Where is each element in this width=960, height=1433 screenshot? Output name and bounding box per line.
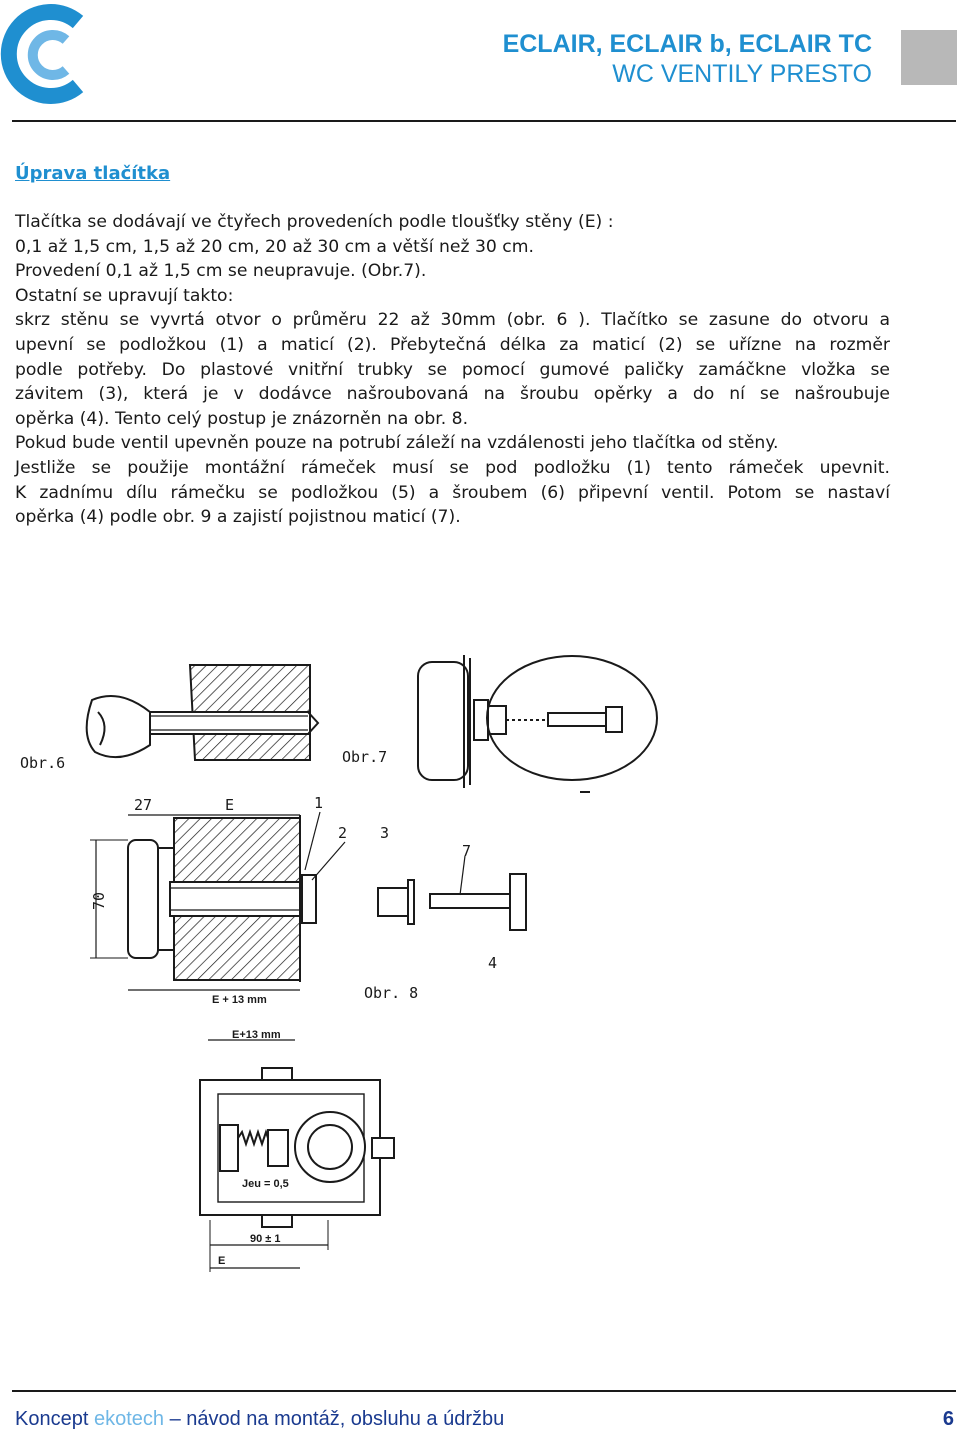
label-1: 1 [314,794,324,812]
figure-obr8 [90,812,526,990]
dim-E-bottom: E [218,1255,226,1267]
figure-obr9 [200,1040,394,1272]
dim-90: 90 ± 1 [250,1233,281,1245]
footer-concept: Koncept [15,1408,94,1430]
figure-obr7 [418,655,657,792]
body-line: Pokud bude ventil upevněn pouze na potrubí záleží na vzdálenosti jeho tlačítka od stěny. [15,433,779,454]
body-line: závitem (3), která je v dodávce našroubovaná na šroubu opěrky a do ní se našroubuje [15,384,890,405]
body-line: Jestliže se použije montážní rámeček musí se pod podložku (1) tento rámeček upevnit. [15,457,890,478]
label-4: 4 [488,954,498,972]
company-logo [0,0,100,110]
dim-27: 27 [134,796,153,814]
body-text [15,210,890,530]
body-line: Provedení 0,1 až 1,5 cm se neupravuje. (Obr.7). [15,261,427,282]
label-2: 2 [338,824,348,842]
footer-rest: – návod na montáž, obsluhu a údržbu [164,1408,505,1430]
dim-E-plus-13: E + 13 mm [212,994,267,1006]
body-line: Tlačítka se dodávají ve čtyřech provedeních podle tloušťky stěny (E) : [15,212,614,232]
body-line: opěrka (4) podle obr. 9 a zajistí pojistnou maticí (7). [15,507,461,528]
body-line: upevní se podložkou (1) a maticí (2). Přebytečná délka za maticí (2) se uřízne na rozměr [15,334,890,355]
figure-obr6 [87,665,318,760]
body-line: opěrka (4). Tento celý postup je znázorněn na obr. 8. [15,408,469,429]
figure-label-obr7: Obr.7 [342,748,388,766]
dim-E-plus-13-top: E+13 mm [232,1029,281,1041]
body-line: skrz stěnu se vyvrtá otvor o průměru 22 až 30mm (obr. 6 ). Tlačítko se zasune do otvoru a [15,310,890,331]
footer-ekotech: ekotech [93,1408,165,1430]
body-line: Ostatní se upravují takto: [15,285,234,306]
technical-drawings [0,640,960,1300]
footer-divider [12,1390,956,1392]
body-line: 0,1 až 1,5 cm, 1,5 až 20 cm, 20 až 30 cm a větší než 30 cm. [15,236,534,257]
footer-text [15,1408,504,1431]
document-subtitle: WC VENTILY PRESTO [612,60,872,88]
header-decor-box [901,30,957,85]
label-7: 7 [462,842,472,860]
label-3: 3 [380,824,390,842]
section-title: Úprava tlačítka [15,163,171,184]
figure-label-obr6: Obr.6 [20,754,66,772]
header-divider [12,120,956,122]
body-line: podle potřeby. Do plastové vnitřní trubky se pomocí gumové paličky zamáčkne vložka se [15,359,890,380]
body-line: K zadnímu dílu rámečku se podložkou (5) a šroubem (6) připevní ventil. Potom se nastaví [15,482,890,503]
label-jeu: Jeu = 0,5 [242,1178,289,1190]
figure-label-obr8: Obr. 8 [364,984,419,1002]
page-number: 6 [942,1408,954,1430]
dim-E: E [225,796,235,814]
document-title: ECLAIR, ECLAIR b, ECLAIR TC [502,30,872,58]
dim-70: 70 [90,891,108,910]
